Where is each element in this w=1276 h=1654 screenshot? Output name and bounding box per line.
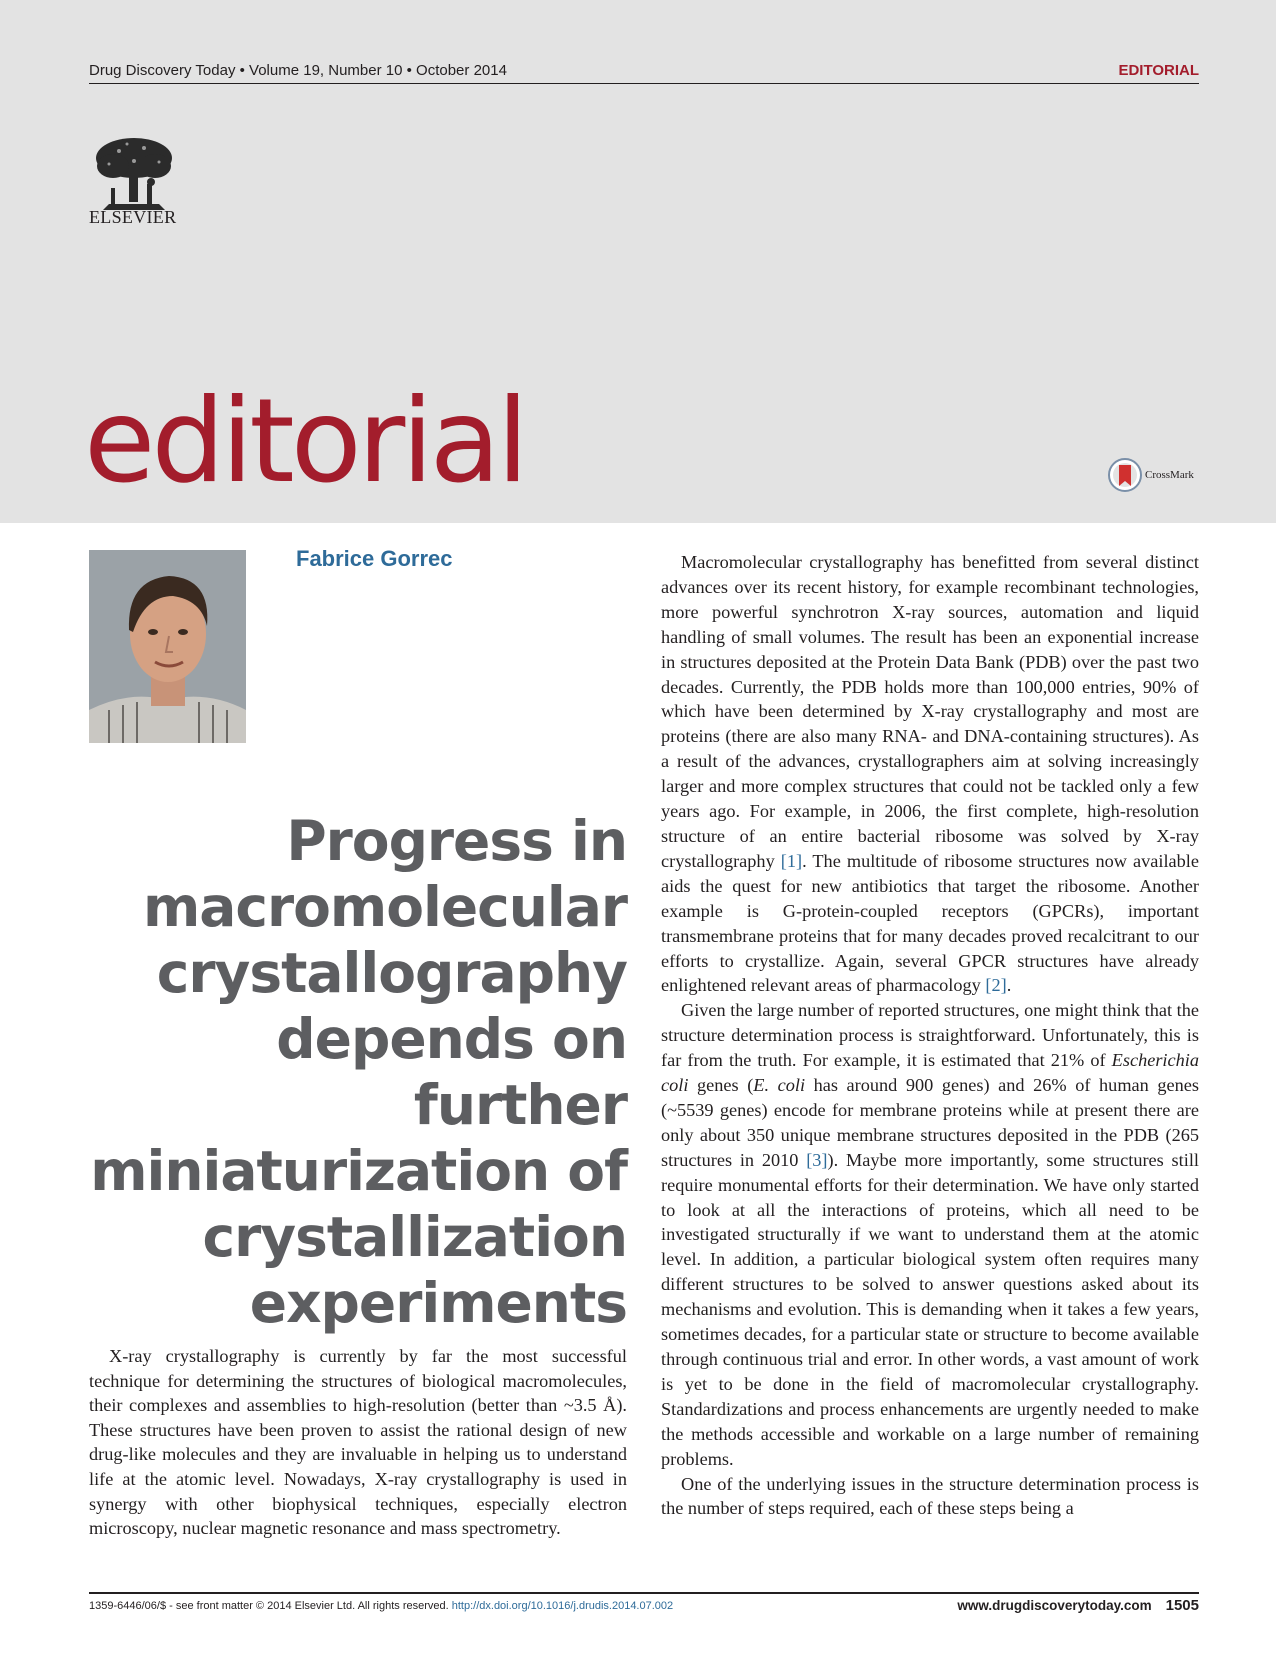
title-line: miniaturization of	[90, 1139, 627, 1203]
species-name: E. coli	[753, 1075, 806, 1096]
footer-rule	[89, 1592, 1199, 1594]
title-line: Progress in	[286, 809, 627, 873]
citation-link[interactable]: [1]	[780, 850, 803, 871]
author-name: Fabrice Gorrec	[296, 546, 453, 571]
title-line: crystallography	[156, 941, 627, 1005]
body-paragraph	[661, 550, 1199, 998]
author-photo	[89, 550, 246, 743]
footer-right	[957, 1597, 1199, 1614]
species-name: Escherichia coli	[661, 1050, 1199, 1096]
title-line: macromolecular	[142, 875, 627, 939]
journal-info: Drug Discovery Today • Volume 19, Number 10 • October 2014	[89, 62, 507, 79]
article-title	[84, 808, 627, 1336]
citation-link[interactable]: [2]	[985, 975, 1007, 996]
text-run: Macromolecular crystallography has benefitted from several distinct advances over its recent history, for example recombinant technologies, more powerful synchrotron X-ray sources, automation and liquid handling of small volumes. The result has been an exponential increase in structures deposited at the Protein Data Bank (PDB) over the past two decades. Currently, the PDB holds more than 100,000 entries, 90% of which have been determined by X-ray crystallography and most are proteins (there are also many RNA- and DNA-containing structures). As a result of the advances, crystallographers aim at solving increasingly larger and more complex structures that could not be tackled only a few years ago. For example, in 2006, the first complete, high-resolution structure of an entire bacterial ribosome was solved by X-ray crystallography	[661, 552, 1199, 871]
section-label: EDITORIAL	[1118, 62, 1199, 79]
title-line: experiments	[249, 1271, 627, 1335]
running-head	[89, 60, 1199, 84]
title-line: crystallization	[202, 1205, 627, 1269]
section-title: editorial	[84, 374, 525, 509]
crossmark-icon	[1108, 458, 1142, 492]
doi-link[interactable]: http://dx.doi.org/10.1016/j.drudis.2014.07.002	[451, 1600, 674, 1612]
title-line: depends on further	[276, 1007, 627, 1137]
text-run: genes (	[688, 1075, 754, 1096]
footer-rights	[89, 1600, 673, 1612]
rights-text: 1359-6446/06/$ - see front matter © 2014 Elsevier Ltd. All rights reserved.	[89, 1600, 452, 1612]
text-run: Given the large number of reported structures, one might think that the structure determination process is straightforward. Unfortunately, this is far from the truth. For example, it is estimated that 21% of	[661, 1000, 1199, 1071]
text-run: ). Maybe more importantly, some structures still require monumental efforts for their determination. We have only started to look at all the interactions of proteins, which all need to be investigated structurally if we want to understand them at the atomic level. In addition, a particular biological system often requires many different structures to be solved to answer questions asked about its mechanisms and evolution. This is demanding when it takes a few years, sometimes decades, for a particular state or structure to become available through continuous trial and error. In other words, a vast amount of work is yet to be done in the field of macromolecular crystallography. Standardizations and process enhancements are urgently needed to make the methods accessible and workable on a large number of remaining problems.	[661, 1149, 1199, 1469]
body-paragraph	[661, 998, 1199, 1471]
text-run: .	[1006, 975, 1012, 996]
body-column	[661, 550, 1199, 1521]
citation-link[interactable]: [3]	[806, 1149, 828, 1170]
text-run: has around 900 genes) and 26% of human genes (~5539 genes) encode for membrane proteins while at present there are only about 350 unique membrane structures deposited in the PDB (265 structures in 2010	[661, 1075, 1199, 1170]
website-link[interactable]: www.drugdiscoverytoday.com	[957, 1598, 1152, 1613]
publisher-name: ELSEVIER	[89, 207, 177, 227]
page-number: 1505	[1165, 1597, 1199, 1614]
body-paragraph: One of the underlying issues in the structure determination process is the number of steps required, each of these steps being a	[661, 1473, 1199, 1519]
crossmark-badge[interactable]	[1108, 458, 1194, 492]
crossmark-label: CrossMark	[1145, 469, 1194, 481]
text-run: . The multitude of ribosome structures now available aids the quest for new antibiotics that target the ribosome. Another example is G-protein-coupled receptors (GPCRs), important transmembrane proteins that for many decades proved recalcitrant to our efforts to crystallize. Again, several GPCR structures have already enlightened relevant areas of pharmacology	[661, 850, 1199, 996]
abstract: X-ray crystallography is currently by far the most successful technique for determining the structures of biological macromolecules, their complexes and assemblies to high-resolution (better than ~3.5 Å). These structures have been proven to assist the rational design of new drug-like molecules and they are invaluable in helping us to understand life at the atomic level. Nowadays, X-ray crystallography is used in synergy with other biophysical techniques, especially electron microscopy, nuclear magnetic resonance and mass spectrometry.	[89, 1346, 627, 1539]
